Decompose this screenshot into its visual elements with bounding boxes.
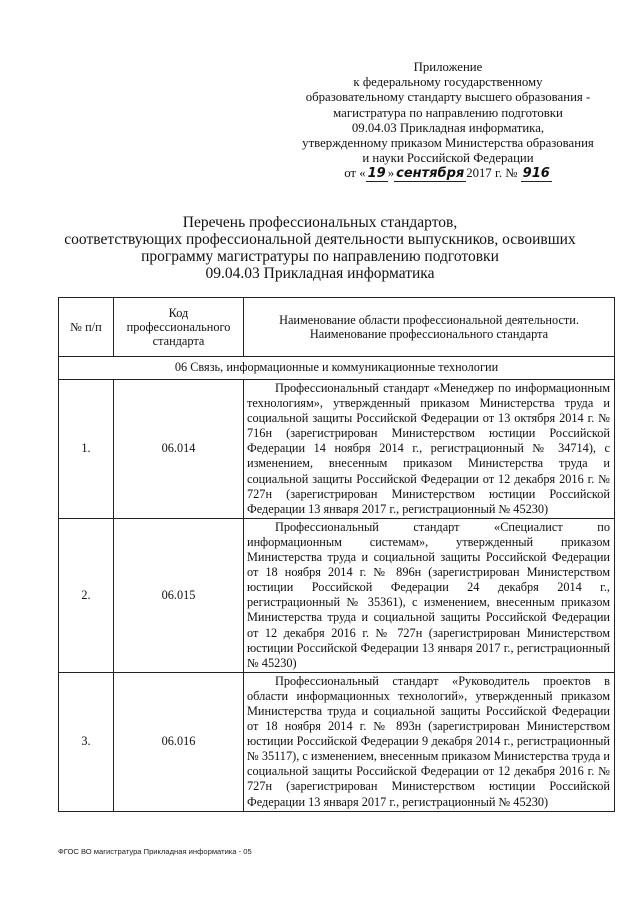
row-code: 06.015 [114, 518, 244, 672]
appendix-line: образовательному стандарту высшего образования - [305, 90, 591, 105]
table-header-row [59, 298, 615, 357]
appendix-line: магистратура по направлению подготовки [333, 105, 563, 120]
standards-table [58, 297, 615, 812]
section-row [59, 357, 615, 380]
appendix-line: утвержденному приказом Министерства образования [302, 136, 594, 151]
title-line: соответствующих профессиональной деятельности выпускников, освоивших [64, 231, 576, 248]
order-number-handwritten: 916 [522, 166, 550, 182]
row-name-text: Профессиональный стандарт «Специалист по информационным системам», утвержденный приказом Министерства труда и социальной защиты Российской Федерации от 18 ноября 2014 г. № 896н (зарегистрирован Министерством юстиции Российской Федерации 24 декабря 2014 г., регистрационный № 35361), с изменением, внесенным приказом Министерства труда и социальной защиты Российской Федерации от 12 декабря 2016 г. № 727н (зарегистрирован Министерством юстиции Российской Федерации 13 января 2017 г., регистрационный № 45230) [247, 519, 610, 670]
date-mid: » [387, 166, 395, 181]
appendix-line: к федеральному государственному [353, 75, 543, 90]
date-month-handwritten: сентября [396, 166, 465, 182]
date-day-handwritten: 19 [367, 166, 386, 182]
table-row [59, 672, 615, 811]
title-line: Перечень профессиональных стандартов, [182, 214, 458, 231]
appendix-line: 09.04.03 Прикладная информатика, [351, 120, 545, 135]
appendix-line: Приложение [413, 60, 483, 74]
row-name-cell [244, 380, 615, 519]
appendix-line: и науки Российской Федерации [362, 151, 534, 166]
title-line: программу магистратуры по направлению подготовки [141, 248, 499, 265]
row-code: 06.014 [114, 380, 244, 519]
page-footer: ФГОС ВО магистратура Прикладная информатика - 05 [58, 847, 252, 856]
row-name-cell [244, 518, 615, 672]
row-name-text: Профессиональный стандарт «Руководитель проектов в области информационных технологий», утвержденный приказом Министерства труда и социальной защиты Российской Федерации от 18 ноября 2014 г. № 893н (зарегистрирован Министерством юстиции Российской Федерации 9 декабря 2014 г., регистрационный № 35117), с изменением, внесенным приказом Министерства труда и социальной защиты Российской Федерации от 12 декабря 2016 г. № 727н (зарегистрирован Министерством юстиции Российской Федерации 13 января 2017 г., регистрационный № 45230) [247, 673, 610, 809]
order-date-line [288, 166, 608, 181]
title-line: 09.04.03 Прикладная информатика [205, 265, 435, 282]
date-prefix: от « [344, 166, 366, 181]
row-num: 1. [59, 380, 114, 519]
row-num: 3. [59, 672, 114, 811]
date-year: 2017 г. № [466, 166, 518, 181]
row-name-cell [244, 672, 615, 811]
row-code: 06.016 [114, 672, 244, 811]
header-num: № п/п [59, 298, 114, 357]
appendix-header [288, 60, 608, 182]
row-num: 2. [59, 518, 114, 672]
document-title [0, 214, 640, 282]
table-row [59, 380, 615, 519]
table-row [59, 518, 615, 672]
header-code: Код профессионального стандарта [114, 298, 244, 357]
row-name-text: Профессиональный стандарт «Менеджер по информационным технологиям», утвержденный приказом Министерства труда и социальной защиты Российской Федерации от 13 октября 2014 г. № 716н (зарегистрирован Министерством юстиции Российской Федерации 14 ноября 2014 г., регистрационный № 34714), с изменением, внесенным приказом Министерства труда и социальной защиты Российской Федерации от 12 декабря 2016 г. № 727н (зарегистрирован Министерством юстиции Российской Федерации 13 января 2017 г., регистрационный № 45230) [247, 381, 610, 516]
header-name: Наименование области профессиональной деятельности. Наименование профессионального стандарта [244, 298, 615, 357]
section-title: 06 Связь, информационные и коммуникационные технологии [59, 357, 615, 380]
